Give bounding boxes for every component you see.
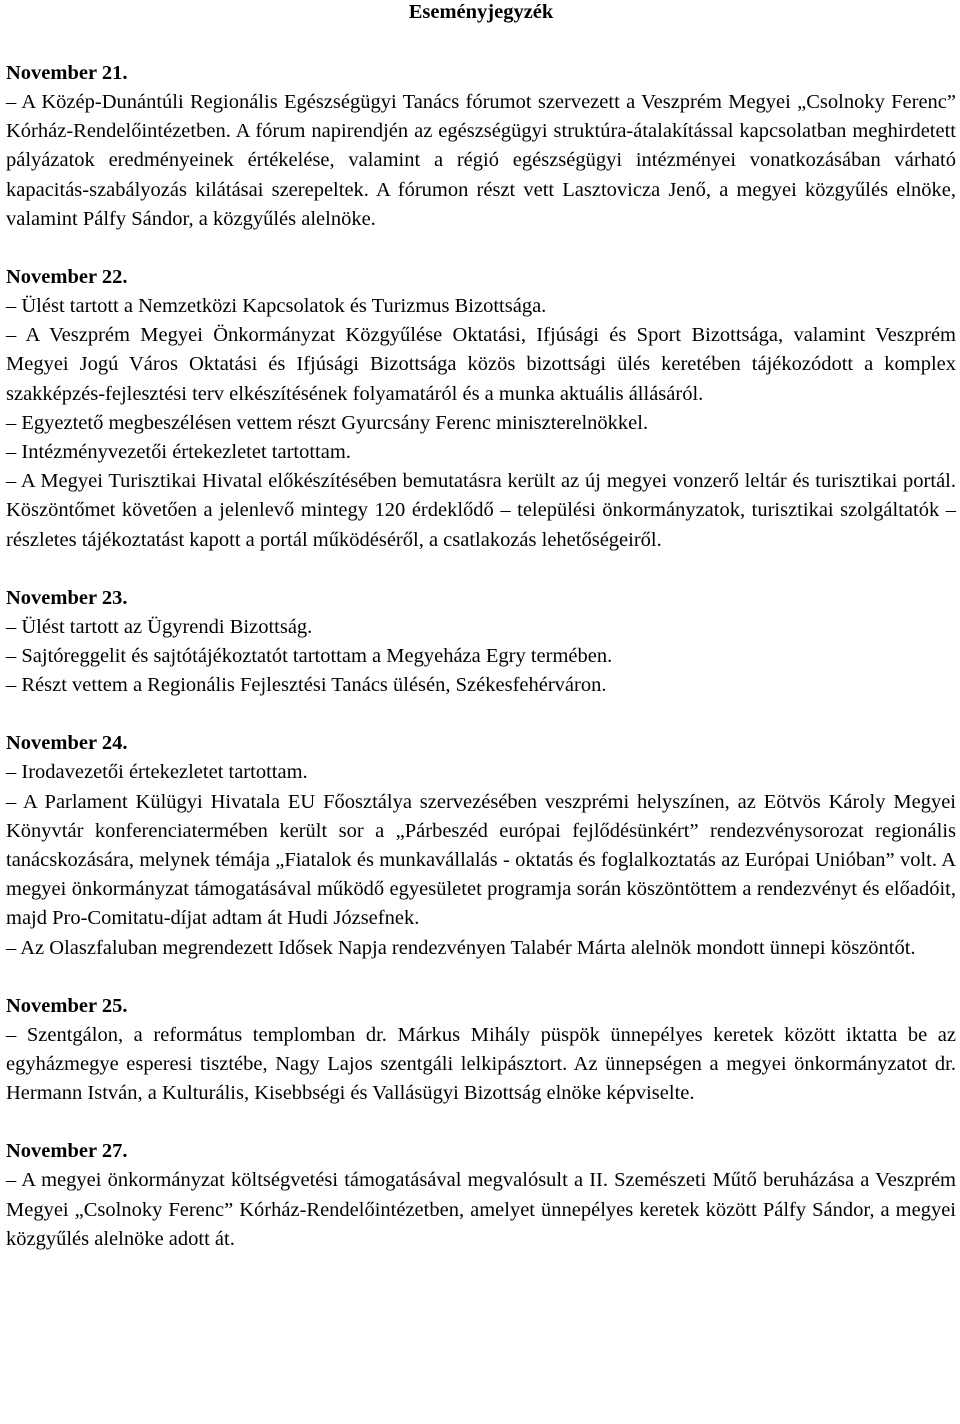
spacer bbox=[6, 963, 956, 992]
day-entry: – A Közép-Dunántúli Regionális Egészségügyi Tanács fórumot szervezett a Veszprém Megyei „Csolnoky Ferenc” Kórház-Rendelőintézetben. A fórum napirendjén az egészségügyi struktúra-átalakítással kapcsolatban meghirdetett pályázatok eredményeinek értékelése, valamint a régió egészségügyi intézményei vonatkozásában várható kapacitás-szabályozás kilátásai szerepeltek. A fórumon részt vett Lasztovicza Jenő, a megyei közgyűlés elnöke, valamint Pálfy Sándor, a közgyűlés alelnöke. bbox=[6, 91, 956, 230]
day-entry: – A megyei önkormányzat költségvetési támogatásával megvalósult a II. Szemészeti Műtő beruházása a Veszprém Megyei „Csolnoky Ferenc” Kórház-Rendelőintézetben, amelyet ünnepélyes keretek között Pálfy Sándor, a megyei közgyűlés alelnöke adott át. bbox=[6, 1169, 956, 1250]
spacer bbox=[6, 234, 956, 263]
day-section-nov-25 bbox=[6, 992, 956, 1109]
spacer bbox=[6, 1108, 956, 1137]
day-entry: – A Parlament Külügyi Hivatala EU Főosztálya szervezésében veszprémi helyszínen, az Eötvös Károly Megyei Könyvtár konferenciatermében került sor a „Párbeszéd európai fejlődésünkért” rendezvénysorozat regionális tanácskozására, melynek témája „Fiatalok és munkavállalás - oktatás és foglalkoztatás az Európai Unióban” volt. A megyei önkormányzat támogatásával működő egyesületet programja során köszöntöttem a rendezvényt és előadóit, majd Pro-Comitatu-díjat adtam át Hudi Józsefnek. bbox=[6, 790, 956, 930]
day-entry: – Sajtóreggelit és sajtótájékoztatót tartottam a Megyeháza Egry termében. bbox=[6, 645, 613, 668]
spacer bbox=[6, 555, 956, 584]
day-date: November 22. bbox=[6, 266, 128, 289]
document-title: Eseményjegyzék bbox=[408, 1, 554, 23]
day-entry: – A Veszprém Megyei Önkormányzat Közgyűlése Oktatási, Ifjúsági és Sport Bizottsága, valamint Veszprém Megyei Jogú Város Oktatási és Ifjúsági Bizottsága közös bizottsági ülés keretében tájékozódott a komplex szakképzés-fejlesztési terv elkészítésének folyamatáról és a munka aktuális állásáról. bbox=[6, 324, 956, 405]
spacer bbox=[6, 700, 956, 729]
day-entry: – Intézményvezetői értekezletet tartottam. bbox=[6, 441, 351, 464]
day-section-nov-27 bbox=[6, 1137, 956, 1254]
day-section-nov-24 bbox=[6, 729, 956, 962]
day-entry: – A Megyei Turisztikai Hivatal előkészítésében bemutatásra került az új megyei vonzerő leltár és turisztikai portál. Köszöntőmet követően a jelenlevő mintegy 120 érdeklődő – települési önkormányzatok, turisztikai szolgáltatók – részletes tájékoztatást kapott a portál működéséről, a csatlakozás lehetőségeiről. bbox=[6, 470, 956, 551]
day-date: November 21. bbox=[6, 62, 128, 84]
spacer bbox=[6, 24, 956, 59]
day-date: November 25. bbox=[6, 994, 128, 1017]
day-entry: – Irodavezetői értekezletet tartottam. bbox=[6, 761, 308, 784]
day-date: November 27. bbox=[6, 1140, 128, 1163]
day-entry: – Részt vettem a Regionális Fejlesztési Tanács ülésén, Székesfehérváron. bbox=[6, 674, 607, 697]
day-entry: – Szentgálon, a református templomban dr. Márkus Mihály püspök ünnepélyes keretek között iktatta be az egyházmegye esperesi tisztébe, Nagy Lajos szentgáli lelkipásztort. Az ünnepségen a megyei önkormányzatot dr. Hermann István, a Kulturális, Kisebbségi és Vallásügyi Bizottság elnöke képviselte. bbox=[6, 1023, 956, 1105]
day-section-nov-21 bbox=[6, 59, 956, 234]
day-section-nov-23 bbox=[6, 584, 956, 701]
day-date: November 23. bbox=[6, 586, 128, 609]
document-page bbox=[6, 0, 956, 1254]
day-date: November 24. bbox=[6, 732, 128, 755]
day-entry: – Ülést tartott az Ügyrendi Bizottság. bbox=[6, 615, 313, 638]
day-entry: – Az Olaszfaluban megrendezett Idősek Napja rendezvényen Talabér Márta alelnök mondott ünnepi köszöntőt. bbox=[6, 936, 916, 959]
day-entry: – Ülést tartott a Nemzetközi Kapcsolatok és Turizmus Bizottsága. bbox=[6, 295, 547, 318]
day-section-nov-22 bbox=[6, 263, 956, 555]
day-entry: – Egyeztető megbeszélésen vettem részt Gyurcsány Ferenc miniszterelnökkel. bbox=[6, 411, 649, 434]
